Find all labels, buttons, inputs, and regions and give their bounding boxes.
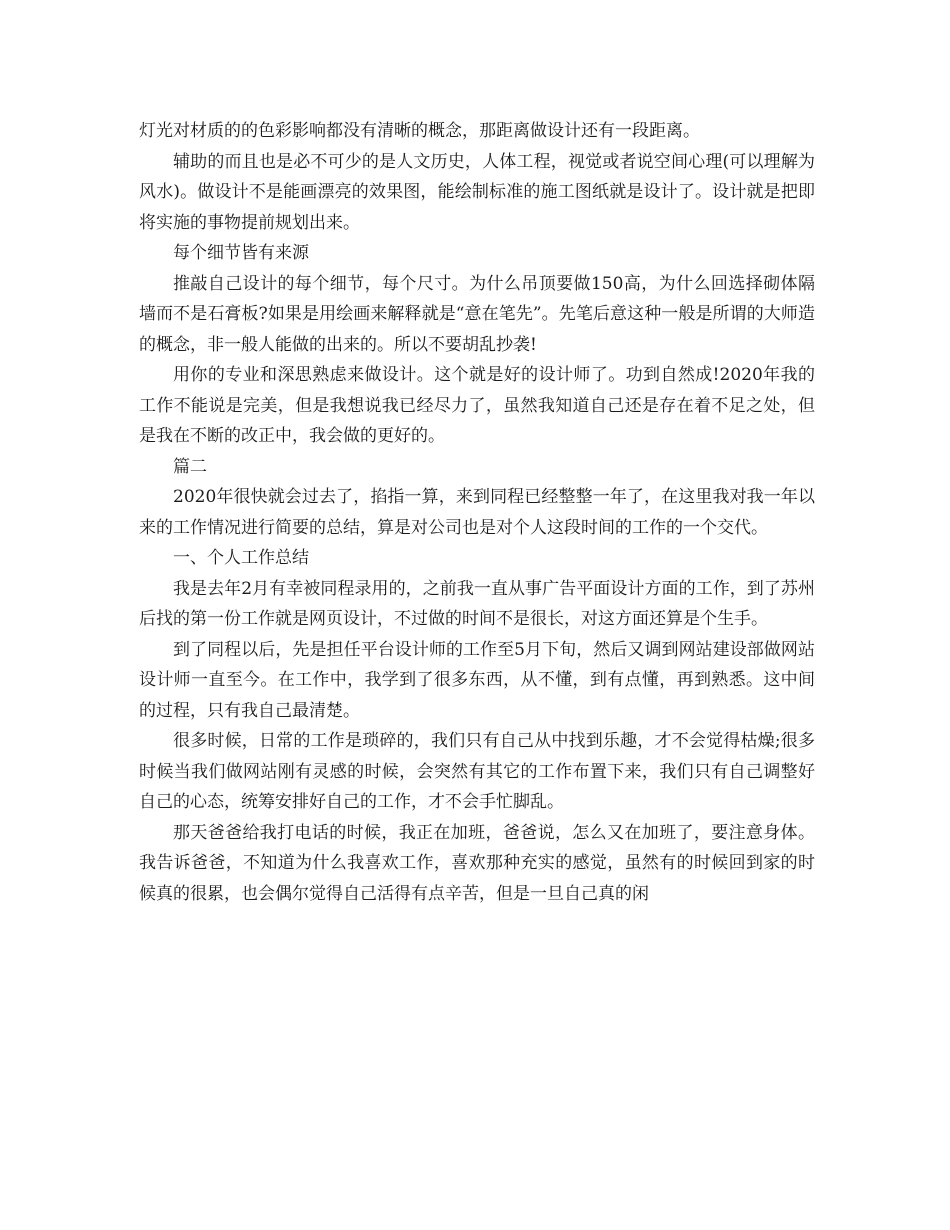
paragraph-5: 2020年很快就会过去了，掐指一算，来到同程已经整整一年了，在这里我对我一年以来的工作情况进行简要的总结，算是对公司也是对个人这段时间的工作的一个交代。 — [139, 487, 815, 538]
paragraph-6: 我是去年2月有幸被同程录用的，之前我一直从事广告平面设计方面的工作，到了苏州后找的第一份工作就是网页设计，不过做的时间不是很长，对这方面还算是个生手。 — [139, 578, 815, 629]
section-heading-detail: 每个细节皆有来源 — [173, 243, 309, 263]
section-heading-personal-summary: 一、个人工作总结 — [173, 548, 309, 568]
section-heading-part-two: 篇二 — [173, 456, 207, 477]
paragraph-9: 那天爸爸给我打电话的时候，我正在加班，爸爸说，怎么又在加班了，要注意身体。我告诉爸爸，不知道为什么我喜欢工作，喜欢那种充实的感觉，虽然有的时候回到家的时候真的很累，也会偶尔觉得自己活得有点辛苦，但是一旦自己真的闲 — [139, 822, 815, 904]
paragraph-8: 很多时候，日常的工作是琐碎的，我们只有自己从中找到乐趣，才不会觉得枯燥;很多时候当我们做网站刚有灵感的时候，会突然有其它的工作布置下来，我们只有自己调整好自己的心态，统筹安排好自己的工作，才不会手忙脚乱。 — [139, 731, 815, 812]
document-body — [139, 116, 815, 909]
paragraph-3: 推敲自己设计的每个细节，每个尺寸。为什么吊顶要做150高，为什么回选择砌体隔墙而不是石膏板?如果是用绘画来解释就是“意在笔先”。先笔后意这种一般是所谓的大师造的概念，非一般人能做的出来的。所以不要胡乱抄袭! — [139, 273, 815, 355]
paragraph-4: 用你的专业和深思熟虑来做设计。这个就是好的设计师了。功到自然成!2020年我的工作不能说是完美，但是我想说我已经尽力了，虽然我知道自己还是存在着不足之处，但是我在不断的改正中，我会做的更好的。 — [139, 365, 815, 446]
paragraph-1: 灯光对材质的的色彩影响都没有清晰的概念，那距离做设计还有一段距离。 — [139, 121, 700, 141]
paragraph-2: 辅助的而且也是必不可少的是人文历史，人体工程，视觉或者说空间心理(可以理解为风水)。做设计不是能画漂亮的效果图，能绘制标准的施工图纸就是设计了。设计就是把即将实施的事物提前规划出来。 — [139, 151, 815, 233]
paragraph-7: 到了同程以后，先是担任平台设计师的工作至5月下旬，然后又调到网站建设部做网站设计师一直至今。在工作中，我学到了很多东西，从不懂，到有点懂，再到熟悉。这中间的过程，只有我自己最清楚。 — [139, 639, 815, 721]
